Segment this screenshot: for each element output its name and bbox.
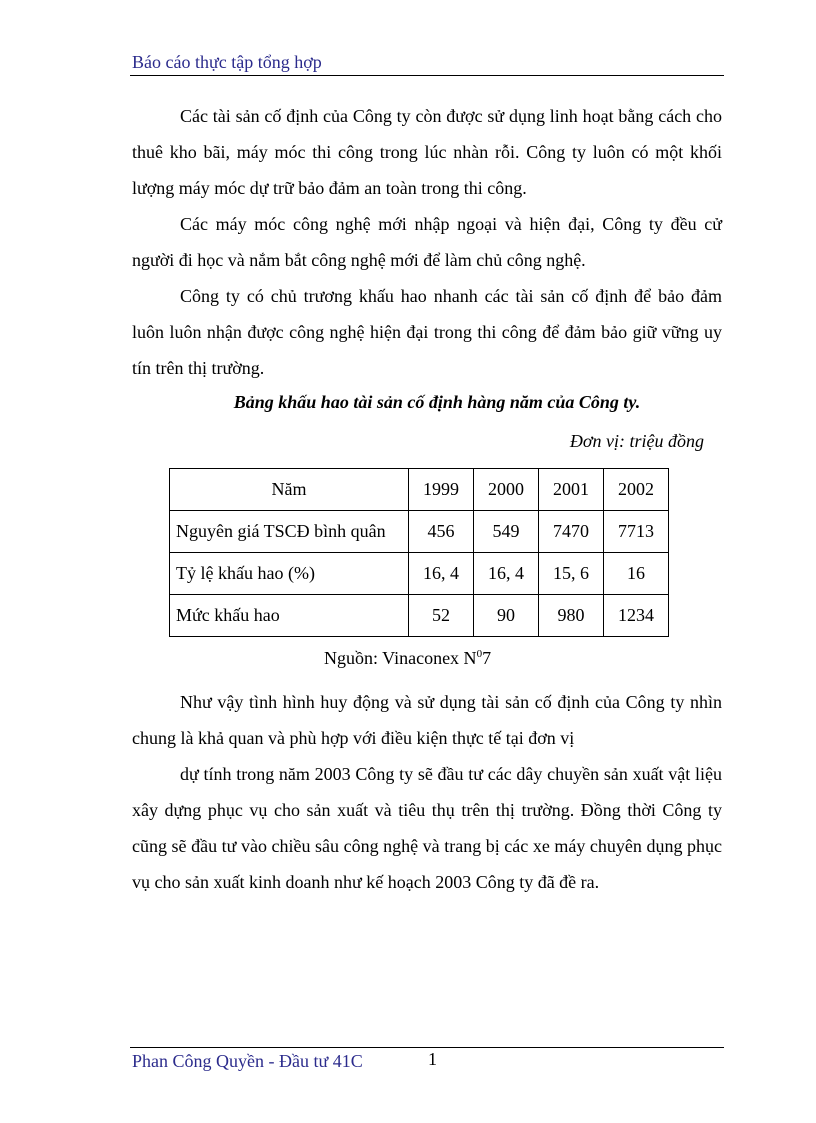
row-label: Mức khấu hao xyxy=(170,595,409,637)
table-cell: 980 xyxy=(539,595,604,637)
page-number: 1 xyxy=(428,1049,437,1069)
paragraph-5: dự tính trong năm 2003 Công ty sẽ đầu tư các dây chuyền sản xuất vật liệu xây dựng phục vụ cho sản xuất và tiêu thụ trên thị trường. Đồng thời Công ty cũng sẽ đầu tư vào chiều sâu công nghệ và trang bị các xe máy chuyên dụng phục vụ cho sản xuất kinh doanh như kế hoạch 2003 Công ty đã đề ra. xyxy=(132,764,722,892)
header-year: 1999 xyxy=(409,469,474,511)
table-header-row xyxy=(170,469,669,511)
table-cell: 549 xyxy=(474,511,539,553)
header-rule xyxy=(130,75,724,76)
table-row xyxy=(170,511,669,553)
paragraph-1: Các tài sản cố định của Công ty còn được sử dụng linh hoạt bằng cách cho thuê kho bãi, máy móc thi công trong lúc nhàn rỗi. Công ty luôn có một khối lượng máy móc dự trữ bảo đảm an toàn trong thi công. xyxy=(132,106,722,198)
source-text: Nguồn: Vinaconex N xyxy=(324,648,477,668)
table-cell: 16 xyxy=(604,553,669,595)
source-number: 7 xyxy=(482,648,492,668)
table-cell: 52 xyxy=(409,595,474,637)
table-cell: 90 xyxy=(474,595,539,637)
table-row xyxy=(170,553,669,595)
source-superscript: 0 xyxy=(476,648,483,660)
paragraph-3: Công ty có chủ trương khấu hao nhanh các tài sản cố định để bảo đảm luôn luôn nhận được công nghệ hiện đại trong thi công để đảm bảo giữ vững uy tín trên thị trường. xyxy=(132,286,722,378)
row-label: Tỷ lệ khấu hao (%) xyxy=(170,553,409,595)
table-cell: 15, 6 xyxy=(539,553,604,595)
table-cell: 456 xyxy=(409,511,474,553)
table-cell: 7713 xyxy=(604,511,669,553)
paragraph-2: Các máy móc công nghệ mới nhập ngoại và hiện đại, Công ty đều cử người đi học và nắm bắt công nghệ mới để làm chủ công nghệ. xyxy=(132,214,722,270)
unit-label: Đơn vị: triệu đồng xyxy=(569,431,704,451)
header-year-label: Năm xyxy=(170,469,409,511)
table-cell: 16, 4 xyxy=(409,553,474,595)
table-title: Bảng khấu hao tài sản cố định hàng năm của Công ty. xyxy=(233,392,641,412)
table-source xyxy=(324,648,491,669)
footer-rule xyxy=(130,1047,724,1048)
header-year: 2001 xyxy=(539,469,604,511)
header-year: 2000 xyxy=(474,469,539,511)
table-cell: 7470 xyxy=(539,511,604,553)
footer-author: Phan Công Quyền - Đầu tư 41C xyxy=(132,1051,363,1071)
row-label: Nguyên giá TSCĐ bình quân xyxy=(170,511,409,553)
table-row xyxy=(170,595,669,637)
depreciation-table xyxy=(169,468,669,637)
table-cell: 16, 4 xyxy=(474,553,539,595)
header-title: Báo cáo thực tập tổng hợp xyxy=(132,52,322,72)
header-year: 2002 xyxy=(604,469,669,511)
table-cell: 1234 xyxy=(604,595,669,637)
paragraph-4: Như vậy tình hình huy động và sử dụng tài sản cố định của Công ty nhìn chung là khả quan và phù hợp với điều kiện thực tế tại đơn vị xyxy=(132,692,722,748)
